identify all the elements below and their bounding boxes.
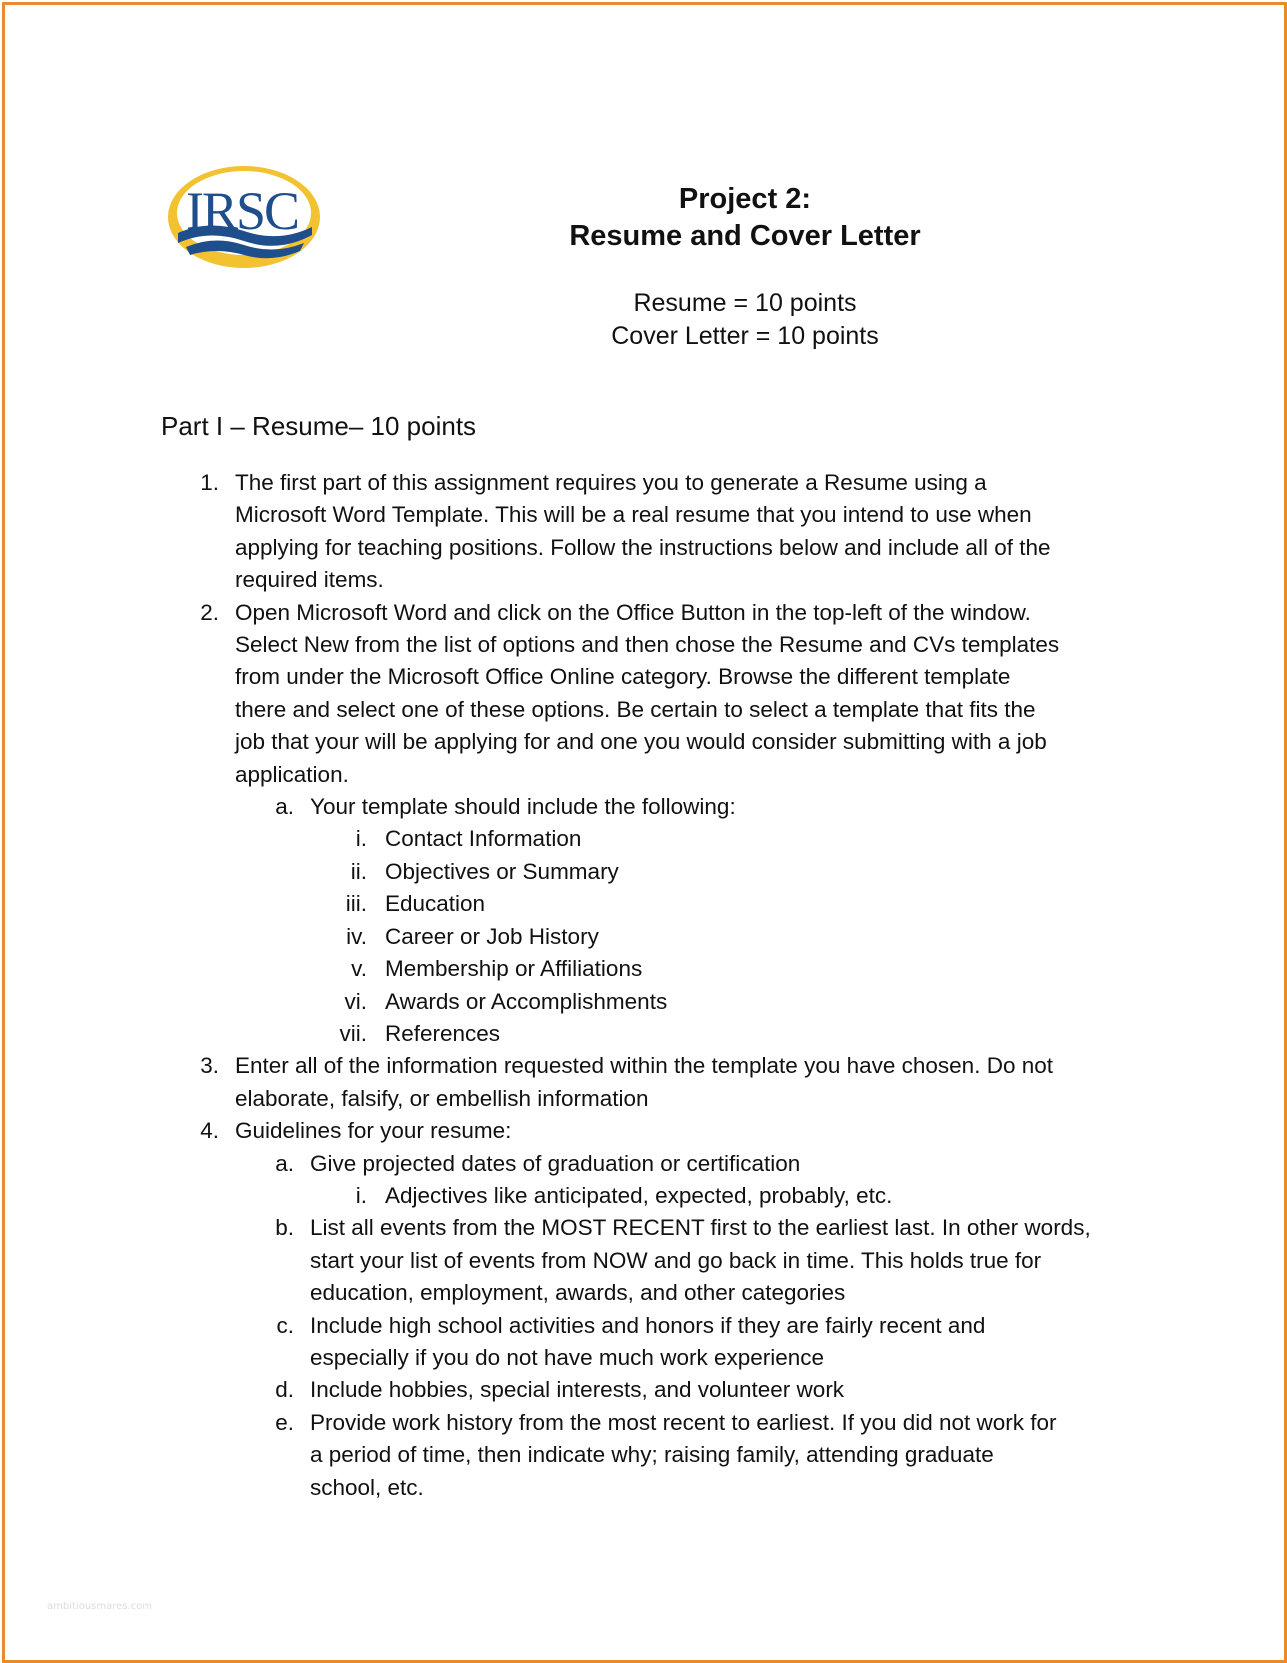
list-item (5, 1148, 1284, 1180)
list-marker: b. (275, 1215, 294, 1241)
part-1-heading: Part I – Resume– 10 points (161, 411, 477, 441)
list-marker: 1. (200, 470, 219, 495)
list-text: Your template should include the following: (310, 794, 736, 820)
list-item (5, 1018, 1284, 1050)
list-text: required items. (235, 567, 384, 593)
title-line-2: Resume and Cover Letter (569, 220, 921, 252)
list-text: school, etc. (310, 1474, 424, 1500)
list-text: Include high school activities and honors if they are fairly recent and (310, 1312, 986, 1338)
list-item (5, 823, 1284, 855)
list-text: Select New from the list of options and then chose the Resume and CVs templates (235, 632, 1060, 658)
resume-points: Resume = 10 points (633, 289, 857, 317)
list-marker: iv. (346, 923, 367, 949)
list-text: Open Microsoft Word and click on the Office Button in the top-left of the window. (235, 599, 1031, 625)
list-item (5, 597, 1284, 791)
list-marker: i. (355, 826, 367, 852)
list-marker: i. (355, 1182, 367, 1208)
list-item (5, 1212, 1284, 1309)
document-header (495, 181, 995, 353)
list-text: Adjectives like anticipated, expected, probably, etc. (385, 1182, 893, 1208)
list-item (5, 1180, 1284, 1212)
list-text: Contact Information (385, 826, 582, 852)
list-text: Career or Job History (385, 923, 599, 949)
list-text: Give projected dates of graduation or certification (310, 1150, 801, 1176)
list-marker: 3. (200, 1053, 219, 1079)
list-text: especially if you do not have much work experience (310, 1344, 825, 1370)
list-text: application. (235, 761, 349, 787)
list-text: elaborate, falsify, or embellish information (235, 1085, 649, 1111)
list-marker: a. (275, 794, 294, 820)
list-text: from under the Microsoft Office Online category. Browse the different template (235, 664, 1011, 690)
list-item (5, 467, 1284, 597)
list-item (5, 1407, 1284, 1504)
list-text: there and select one of these options. Be certain to select a template that fits the (235, 696, 1036, 722)
list-text: Include hobbies, special interests, and volunteer work (310, 1377, 845, 1403)
list-item (5, 986, 1284, 1018)
list-item (5, 1374, 1284, 1406)
list-item (5, 921, 1284, 953)
watermark: ambitiousmares.com (47, 1601, 153, 1612)
list-item (5, 791, 1284, 823)
list-item (5, 1050, 1284, 1115)
page-border (2, 2, 1287, 1663)
list-marker: 2. (200, 599, 219, 625)
instructions-list (5, 467, 1284, 1504)
list-text: Objectives or Summary (385, 858, 619, 884)
list-text: Provide work history from the most recent to earliest. If you did not work for (310, 1409, 1057, 1435)
list-text: applying for teaching positions. Follow the instructions below and include all of the (235, 534, 1051, 560)
logo-text: IRSC (185, 181, 299, 241)
list-marker: 4. (200, 1118, 219, 1144)
list-text: List all events from the MOST RECENT first to the earliest last. In other words, (310, 1215, 1091, 1241)
list-marker: iii. (345, 891, 367, 917)
list-marker: vii. (339, 1020, 367, 1046)
irsc-logo (164, 161, 324, 273)
list-text: Microsoft Word Template. This will be a real resume that you intend to use when (235, 502, 1032, 528)
list-marker: ii. (350, 858, 367, 884)
list-text: job that your will be applying for and one you would consider submitting with a job (235, 729, 1047, 755)
list-text: a period of time, then indicate why; raising family, attending graduate (310, 1442, 994, 1468)
list-text: References (385, 1020, 501, 1046)
list-text: Education (385, 891, 486, 917)
points-summary (495, 287, 995, 353)
list-marker: a. (275, 1150, 294, 1176)
list-text: education, employment, awards, and other categories (310, 1280, 846, 1306)
list-text: start your list of events from NOW and go back in time. This holds true for (310, 1247, 1042, 1273)
list-marker: c. (276, 1312, 294, 1338)
list-item (5, 856, 1284, 888)
list-text: The first part of this assignment requires you to generate a Resume using a (235, 470, 987, 495)
list-item (5, 953, 1284, 985)
list-marker: e. (275, 1409, 294, 1435)
list-text: Guidelines for your resume: (235, 1118, 512, 1144)
document-page (5, 5, 1284, 1660)
list-marker: d. (275, 1377, 294, 1403)
list-text: Enter all of the information requested within the template you have chosen. Do not (235, 1053, 1053, 1079)
list-item (5, 888, 1284, 920)
list-text: Awards or Accomplishments (385, 988, 668, 1014)
list-item (5, 1115, 1284, 1147)
cover-letter-points: Cover Letter = 10 points (611, 322, 879, 350)
list-marker: v. (351, 956, 367, 982)
list-item (5, 1310, 1284, 1375)
list-text: Membership or Affiliations (385, 956, 643, 982)
title-line-1: Project 2: (678, 183, 812, 215)
list-marker: vi. (344, 988, 367, 1014)
